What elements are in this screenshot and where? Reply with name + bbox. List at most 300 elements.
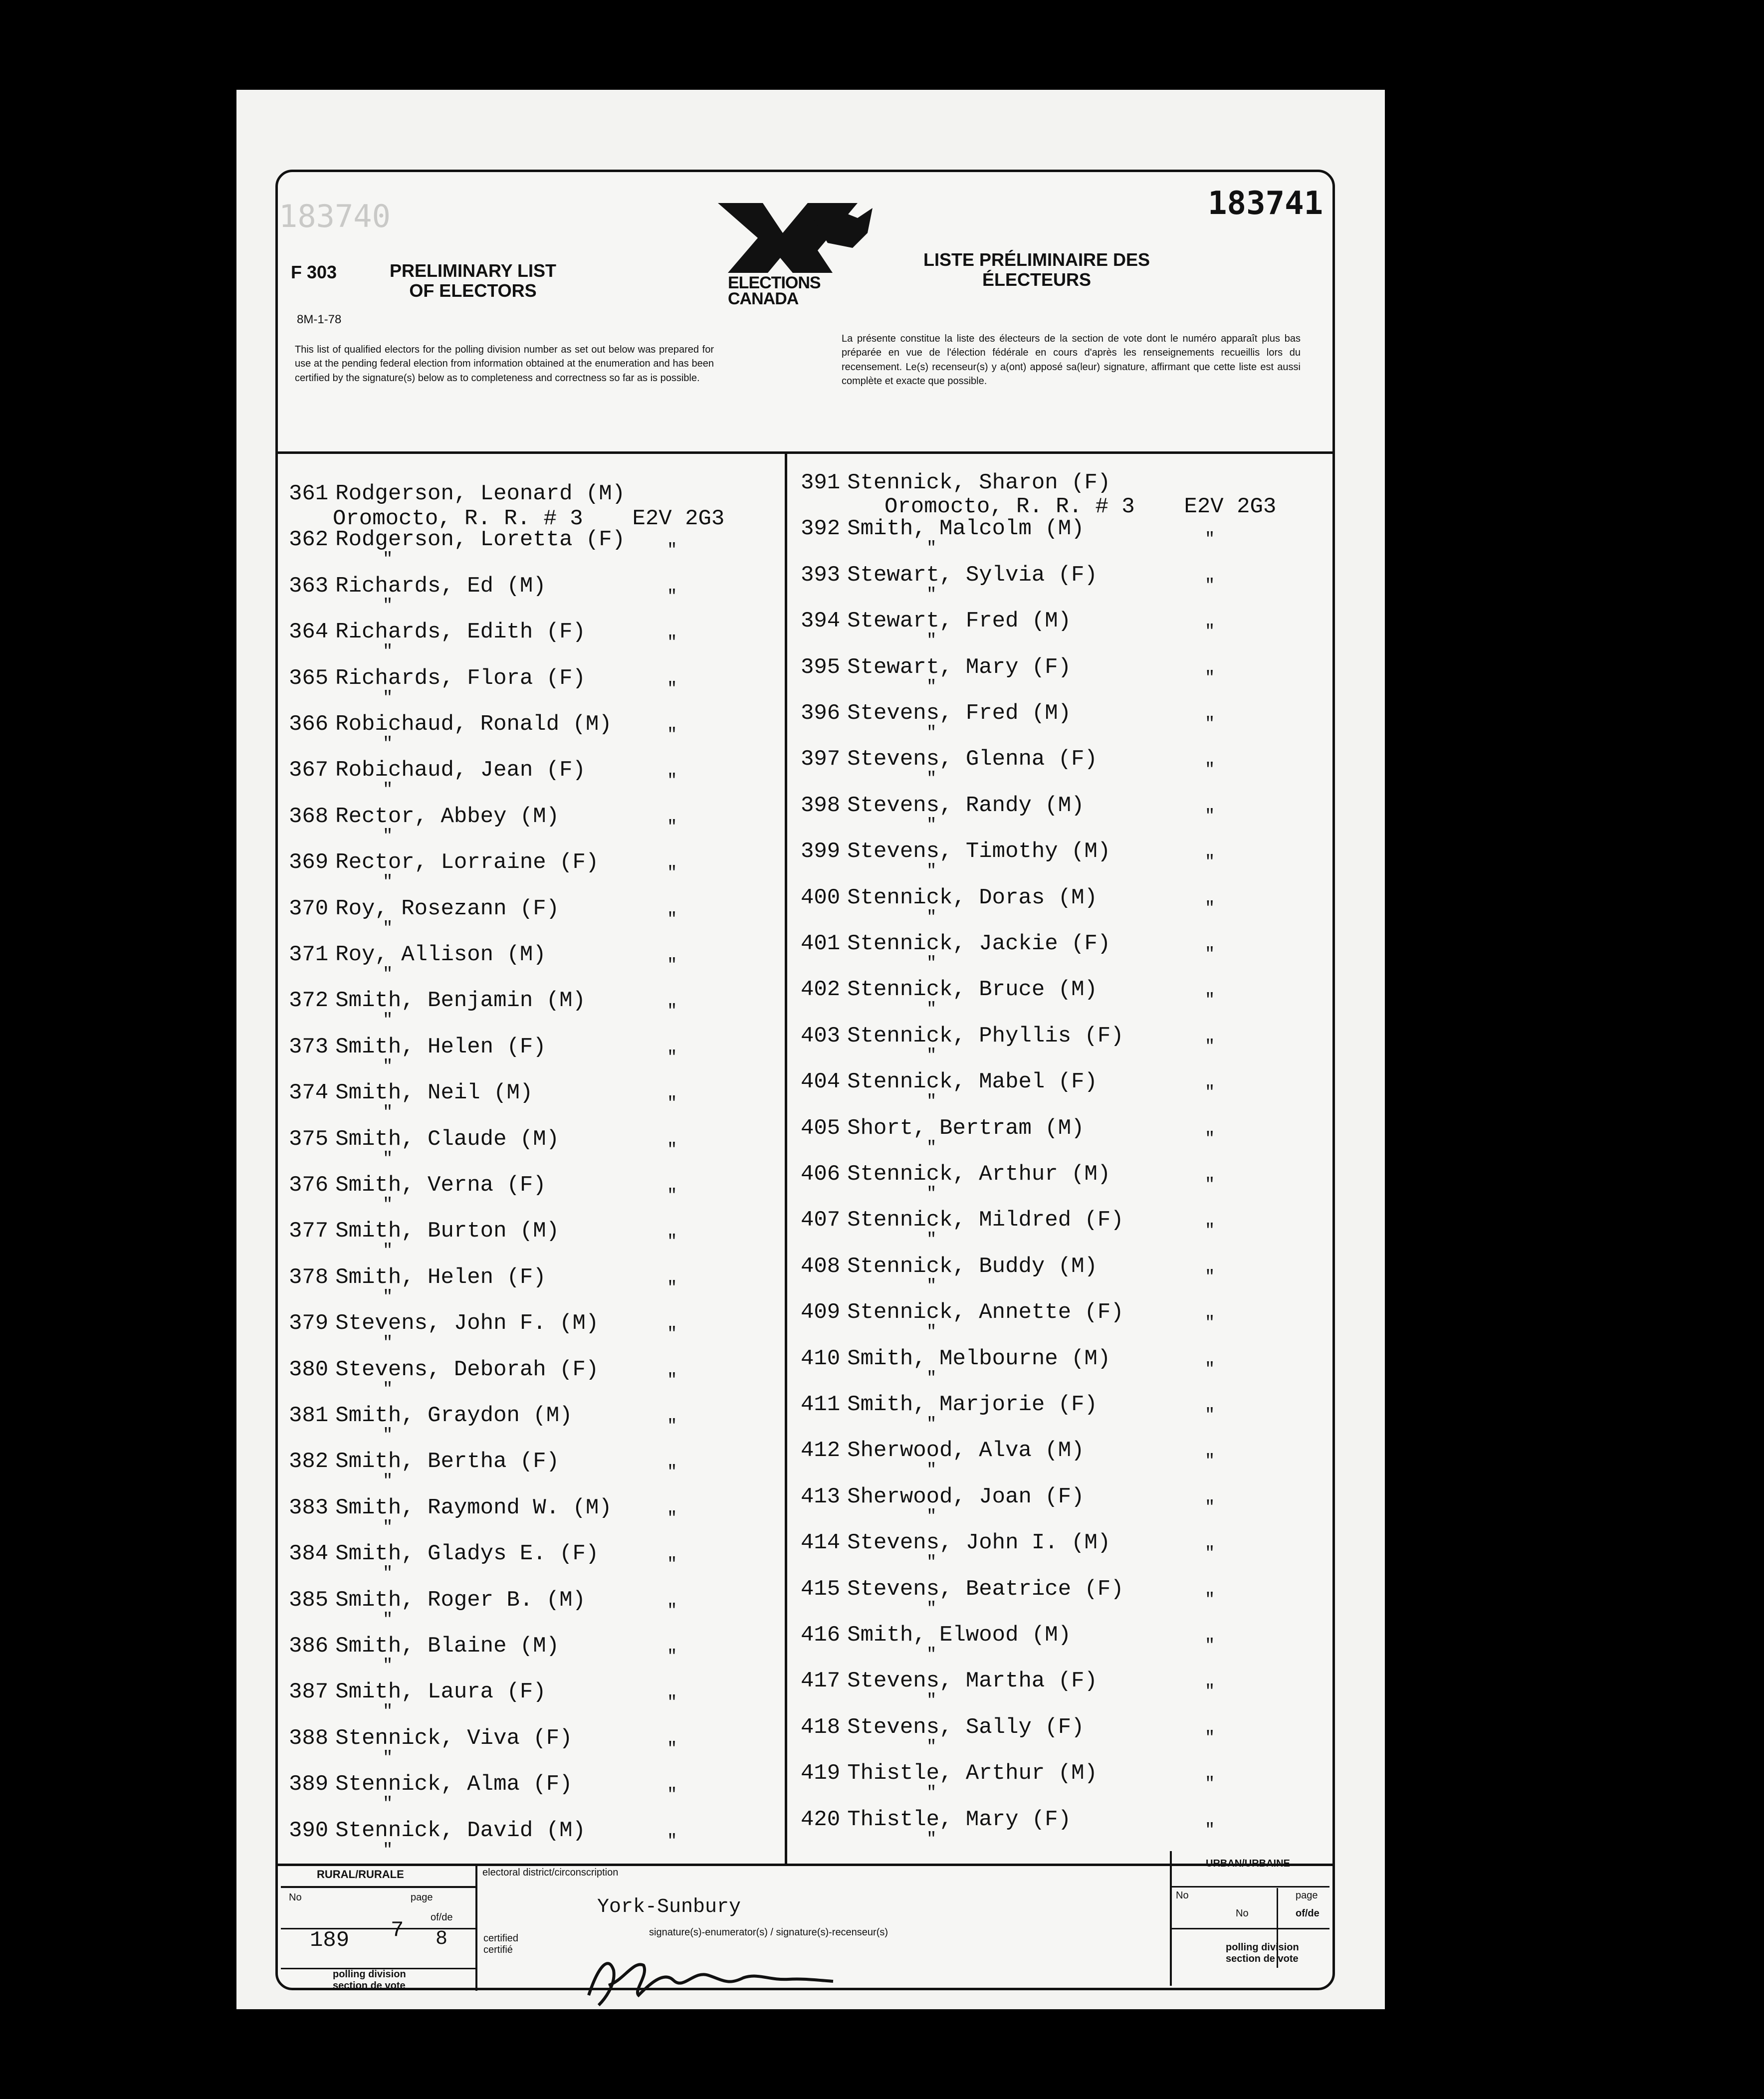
ditto-mark-name: " xyxy=(926,1138,937,1158)
elector-name: Short, Bertram (M) xyxy=(847,1115,1085,1141)
ditto-mark-name: " xyxy=(926,1185,937,1204)
elector-row xyxy=(289,666,586,691)
elector-row xyxy=(801,839,1110,864)
elector-name: Richards, Flora (F) xyxy=(335,665,586,691)
ditto-mark-address: " xyxy=(1205,1821,1215,1840)
elector-name: Stennick, Mildred (F) xyxy=(847,1208,1124,1233)
elector-name: Smith, Malcolm (M) xyxy=(847,516,1085,542)
elector-number: 389 xyxy=(289,1772,329,1797)
elector-row xyxy=(289,481,625,506)
elector-name: Stennick, Doras (M) xyxy=(847,885,1098,910)
polling-label-en: polling division xyxy=(333,1969,406,1980)
elector-number: 407 xyxy=(801,1208,841,1233)
elector-number: 391 xyxy=(801,470,841,495)
ditto-mark-address: " xyxy=(1205,1314,1215,1333)
ditto-mark-name: " xyxy=(383,919,393,938)
ditto-mark-address: " xyxy=(1205,1728,1215,1748)
elector-name: Stevens, Randy (M) xyxy=(847,793,1085,818)
ditto-mark-name: " xyxy=(383,1748,393,1768)
elector-row xyxy=(289,896,559,921)
ditto-mark-address: " xyxy=(667,1601,677,1621)
elector-name: Stevens, Martha (F) xyxy=(847,1669,1098,1694)
elector-number: 397 xyxy=(801,747,841,772)
ditto-mark-address: " xyxy=(1205,1544,1215,1564)
ditto-mark-address: " xyxy=(1205,1222,1215,1241)
ditto-mark-name: " xyxy=(926,1830,937,1849)
polling-label-fr: section de vote xyxy=(333,1980,406,1991)
right-address-postal: E2V 2G3 xyxy=(1184,494,1277,519)
elector-number: 401 xyxy=(801,931,841,956)
ditto-mark-address: " xyxy=(667,818,677,837)
elector-name: Stevens, Beatrice (F) xyxy=(847,1576,1124,1602)
elector-row xyxy=(289,988,586,1013)
elector-row xyxy=(289,1726,573,1751)
urban-polling-en: polling division xyxy=(1226,1942,1299,1953)
ditto-mark-name: " xyxy=(383,596,393,616)
elector-row xyxy=(801,1254,1098,1279)
ditto-mark-address: " xyxy=(667,1048,677,1067)
elector-row xyxy=(801,1669,1098,1693)
elector-row xyxy=(801,1623,1071,1648)
ditto-mark-address: " xyxy=(1205,715,1215,734)
elector-row xyxy=(289,758,586,783)
elector-name: Stennick, Buddy (M) xyxy=(847,1254,1098,1279)
elector-number: 406 xyxy=(801,1162,841,1187)
elector-number: 398 xyxy=(801,793,841,818)
elector-name: Richards, Ed (M) xyxy=(335,573,546,599)
elector-row xyxy=(801,1577,1124,1602)
elector-row xyxy=(289,1772,573,1797)
elector-number: 371 xyxy=(289,942,329,967)
ditto-mark-name: " xyxy=(926,1369,937,1388)
elector-row xyxy=(801,470,1110,495)
elector-name: Smith, Verna (F) xyxy=(335,1173,546,1198)
ditto-mark-address: " xyxy=(1205,1406,1215,1425)
elector-number: 364 xyxy=(289,620,329,645)
elector-row xyxy=(801,793,1085,818)
ditto-mark-name: " xyxy=(926,1461,937,1480)
elector-name: Stennick, Bruce (M) xyxy=(847,977,1098,1003)
elector-name: Smith, Burton (M) xyxy=(335,1219,560,1244)
ditto-mark-name: " xyxy=(383,965,393,984)
ditto-mark-name: " xyxy=(926,677,937,697)
ditto-mark-address: " xyxy=(667,633,677,653)
elector-number: 381 xyxy=(289,1403,329,1428)
elector-name: Smith, Laura (F) xyxy=(335,1679,546,1705)
elector-name: Smith, Bertha (F) xyxy=(335,1449,560,1474)
elector-number: 419 xyxy=(801,1761,841,1786)
elector-row xyxy=(289,1634,559,1659)
elector-name: Stevens, Deborah (F) xyxy=(335,1357,599,1382)
elector-number: 413 xyxy=(801,1484,841,1509)
ditto-mark-name: " xyxy=(383,1242,393,1261)
elector-number: 408 xyxy=(801,1254,841,1279)
elector-row xyxy=(801,1116,1085,1141)
elector-row xyxy=(801,701,1071,726)
elector-row xyxy=(801,1484,1085,1509)
elector-row xyxy=(801,1392,1098,1417)
elector-number: 370 xyxy=(289,896,329,921)
ditto-mark-name: " xyxy=(926,1092,937,1112)
ditto-mark-address: " xyxy=(667,1002,677,1022)
ditto-mark-address: " xyxy=(667,1648,677,1667)
ditto-mark-address: " xyxy=(667,1233,677,1252)
elector-number: 415 xyxy=(801,1576,841,1602)
ditto-mark-name: " xyxy=(383,1426,393,1445)
ditto-mark-name: " xyxy=(926,862,937,881)
elector-number: 390 xyxy=(289,1818,329,1843)
elector-name: Smith, Raymond W. (M) xyxy=(335,1495,612,1520)
ditto-mark-name: " xyxy=(383,642,393,662)
ditto-mark-address: " xyxy=(667,541,677,561)
ditto-mark-address: " xyxy=(667,772,677,791)
ditto-mark-name: " xyxy=(926,1046,937,1065)
elector-row xyxy=(801,1208,1124,1233)
elector-row xyxy=(289,1403,573,1428)
ditto-mark-address: " xyxy=(1205,623,1215,642)
ditto-mark-address: " xyxy=(667,1693,677,1713)
footer-rule-5 xyxy=(1170,1851,1172,1986)
ditto-mark-name: " xyxy=(926,1231,937,1250)
ditto-mark-name: " xyxy=(926,539,937,559)
elector-row xyxy=(289,1357,599,1382)
elector-number: 372 xyxy=(289,988,329,1014)
elector-name: Stennick, Jackie (F) xyxy=(847,931,1111,956)
ditto-mark-address: " xyxy=(667,1555,677,1575)
ditto-mark-address: " xyxy=(667,587,677,607)
ditto-mark-address: " xyxy=(1205,1590,1215,1610)
electoral-district: York-Sunbury xyxy=(597,1896,741,1918)
elector-name: Stennick, Annette (F) xyxy=(847,1300,1124,1325)
elector-name: Smith, Roger B. (M) xyxy=(335,1587,586,1613)
elector-number: 414 xyxy=(801,1530,841,1556)
elector-number: 388 xyxy=(289,1725,329,1751)
elector-name: Smith, Blaine (M) xyxy=(335,1634,560,1659)
urban-no-label: No xyxy=(1176,1890,1189,1901)
elector-name: Stevens, Sally (F) xyxy=(847,1714,1085,1740)
ditto-mark-name: " xyxy=(383,735,393,754)
elector-name: Stevens, John F. (M) xyxy=(335,1311,599,1336)
elector-number: 410 xyxy=(801,1346,841,1371)
ditto-mark-address: " xyxy=(667,1278,677,1298)
logo-text-canada: CANADA xyxy=(728,289,799,309)
logo-text xyxy=(728,275,821,307)
ditto-mark-address: " xyxy=(1205,991,1215,1011)
ditto-mark-name: " xyxy=(383,1610,393,1630)
elector-number: 409 xyxy=(801,1300,841,1325)
elector-row xyxy=(801,931,1110,956)
elector-number: 400 xyxy=(801,885,841,910)
ditto-mark-address: " xyxy=(1205,1452,1215,1471)
elector-number: 394 xyxy=(801,609,841,634)
ditto-mark-address: " xyxy=(1205,1083,1215,1103)
title-english: PRELIMINARY LIST OF ELECTORS xyxy=(389,260,557,301)
elector-number: 382 xyxy=(289,1449,329,1474)
elector-row xyxy=(801,747,1098,772)
column-divider xyxy=(785,454,787,1864)
ditto-mark-address: " xyxy=(667,1786,677,1805)
ditto-mark-address: " xyxy=(667,1187,677,1206)
ditto-mark-address: " xyxy=(1205,1176,1215,1195)
ditto-mark-name: " xyxy=(926,1737,937,1757)
ditto-mark-address: " xyxy=(667,1417,677,1436)
elector-row xyxy=(289,620,586,644)
elector-number: 385 xyxy=(289,1587,329,1613)
ditto-mark-name: " xyxy=(383,1702,393,1722)
ditto-mark-name: " xyxy=(926,1553,937,1573)
elector-name: Sherwood, Alva (M) xyxy=(847,1438,1085,1464)
elector-row xyxy=(801,655,1071,680)
elector-row xyxy=(289,574,546,599)
elector-number: 416 xyxy=(801,1623,841,1648)
ditto-mark-name: " xyxy=(926,585,937,605)
elector-number: 367 xyxy=(289,758,329,783)
form-code: F 303 xyxy=(291,262,337,282)
ditto-mark-address: " xyxy=(667,1832,677,1851)
elector-name: Roy, Rosezann (F) xyxy=(335,896,560,921)
footer-of-label: of/de xyxy=(431,1912,453,1923)
elector-name: Richards, Edith (F) xyxy=(335,620,586,645)
elector-name: Robichaud, Ronald (M) xyxy=(335,712,612,737)
elector-number: 375 xyxy=(289,1126,329,1152)
ditto-mark-name: " xyxy=(383,873,393,892)
elector-number: 405 xyxy=(801,1115,841,1141)
ditto-mark-name: " xyxy=(383,688,393,708)
elector-number: 384 xyxy=(289,1541,329,1567)
ditto-mark-address: " xyxy=(667,1739,677,1759)
title-french: LISTE PRÉLIMINAIRE DES ÉLECTEURS xyxy=(923,249,1150,290)
elector-number: 386 xyxy=(289,1634,329,1659)
elector-row xyxy=(801,1530,1110,1555)
elector-row xyxy=(289,527,625,552)
elector-name: Rector, Lorraine (F) xyxy=(335,850,599,875)
elector-name: Thistle, Mary (F) xyxy=(847,1807,1072,1832)
footer-page-label: page xyxy=(411,1892,433,1903)
elector-number: 378 xyxy=(289,1264,329,1290)
ditto-mark-name: " xyxy=(383,781,393,800)
elector-row xyxy=(289,712,612,737)
ditto-mark-name: " xyxy=(383,1380,393,1399)
ditto-mark-address: " xyxy=(667,910,677,929)
elector-number: 374 xyxy=(289,1080,329,1106)
elector-number: 420 xyxy=(801,1807,841,1832)
certified-fr: certifié xyxy=(483,1944,513,1955)
elector-name: Smith, Graydon (M) xyxy=(335,1403,573,1428)
ditto-mark-name: " xyxy=(926,1646,937,1665)
ditto-mark-name: " xyxy=(926,724,937,743)
elector-row xyxy=(801,885,1098,910)
elector-name: Smith, Helen (F) xyxy=(335,1264,546,1290)
electors-list-form xyxy=(275,170,1335,1990)
elector-row xyxy=(801,1761,1098,1786)
ditto-mark-name: " xyxy=(926,1599,937,1619)
ditto-mark-address: " xyxy=(1205,1360,1215,1379)
elector-number: 361 xyxy=(289,481,329,506)
form-date: 8M-1-78 xyxy=(297,313,342,326)
elector-row xyxy=(801,516,1085,541)
elector-row xyxy=(289,1679,546,1704)
ditto-mark-address: " xyxy=(667,1325,677,1344)
ditto-mark-name: " xyxy=(926,770,937,789)
elector-row xyxy=(289,1173,546,1198)
ditto-mark-address: " xyxy=(667,1463,677,1482)
elector-row xyxy=(801,563,1098,588)
intro-french: La présente constitue la liste des électeurs de la section de vote dont le numéro apparaît plus bas préparée en vue de l'élection fédérale en cours d'après les renseignements recueillis lors du recensement. Le(s) recenseur(s) y a(ont) apposé sa(leur) signature, affirmant que cette liste est aussi complète et exacte que possible. xyxy=(842,333,1301,387)
ghost-serial-number: 183740 xyxy=(279,198,391,234)
elector-name: Stewart, Fred (M) xyxy=(847,609,1072,634)
elector-row xyxy=(289,804,559,829)
elector-number: 396 xyxy=(801,701,841,726)
elector-row xyxy=(289,1541,599,1566)
elector-row xyxy=(289,1588,586,1613)
elector-name: Stennick, Viva (F) xyxy=(335,1725,573,1751)
elector-row xyxy=(801,1024,1124,1049)
ditto-mark-address: " xyxy=(667,1140,677,1160)
ditto-mark-name: " xyxy=(383,1287,393,1307)
elector-row xyxy=(801,609,1071,633)
elector-name: Sherwood, Joan (F) xyxy=(847,1484,1085,1509)
elector-number: 383 xyxy=(289,1495,329,1520)
elector-row xyxy=(289,850,599,875)
elector-name: Smith, Neil (M) xyxy=(335,1080,533,1106)
elector-name: Rodgerson, Leonard (M) xyxy=(335,481,626,506)
elector-number: 373 xyxy=(289,1034,329,1059)
elector-number: 377 xyxy=(289,1219,329,1244)
elector-number: 366 xyxy=(289,712,329,737)
elector-name: Robichaud, Jean (F) xyxy=(335,758,586,783)
elector-row xyxy=(801,977,1098,1002)
ditto-mark-address: " xyxy=(1205,576,1215,596)
ditto-mark-name: " xyxy=(926,631,937,651)
elector-name: Thistle, Arthur (M) xyxy=(847,1761,1098,1786)
urban-polling-fr: section de vote xyxy=(1226,1953,1299,1964)
elector-number: 417 xyxy=(801,1669,841,1694)
elector-row xyxy=(289,1127,559,1152)
elector-number: 369 xyxy=(289,850,329,875)
header-divider xyxy=(278,451,1332,454)
elector-number: 404 xyxy=(801,1069,841,1095)
right-address-town: Oromocto, R. R. # 3 xyxy=(884,494,1135,519)
urban-page-label: page xyxy=(1296,1890,1318,1901)
elector-row xyxy=(289,1449,559,1474)
elector-number: 403 xyxy=(801,1023,841,1049)
left-address-postal: E2V 2G3 xyxy=(632,506,725,531)
ditto-mark-name: " xyxy=(383,1334,393,1353)
elector-number: 393 xyxy=(801,562,841,588)
ditto-mark-address: " xyxy=(667,1509,677,1528)
urban-label: URBAN/URBAINE xyxy=(1206,1858,1290,1869)
elector-number: 376 xyxy=(289,1173,329,1198)
ditto-mark-name: " xyxy=(926,1276,937,1296)
elector-number: 365 xyxy=(289,665,329,691)
ditto-mark-address: " xyxy=(1205,1267,1215,1287)
ditto-mark-name: " xyxy=(383,1149,393,1169)
elector-number: 418 xyxy=(801,1714,841,1740)
ditto-mark-name: " xyxy=(383,550,393,570)
polling-division-label xyxy=(333,1969,406,1992)
elector-row xyxy=(801,1300,1124,1325)
elector-number: 380 xyxy=(289,1357,329,1382)
left-address-town: Oromocto, R. R. # 3 xyxy=(333,506,583,531)
elector-name: Smith, Claude (M) xyxy=(335,1126,560,1152)
ditto-mark-address: " xyxy=(1205,899,1215,918)
ditto-mark-address: " xyxy=(1205,530,1215,550)
elector-name: Roy, Allison (M) xyxy=(335,942,546,967)
ditto-mark-name: " xyxy=(926,1415,937,1434)
ditto-mark-name: " xyxy=(926,1507,937,1526)
elector-name: Stevens, Fred (M) xyxy=(847,701,1072,726)
certified-en: certified xyxy=(483,1933,519,1944)
elector-name: Smith, Elwood (M) xyxy=(847,1623,1072,1648)
ditto-mark-name: " xyxy=(383,1518,393,1537)
elector-row xyxy=(801,1715,1085,1740)
footer-rule-7 xyxy=(1170,1928,1329,1929)
elector-name: Stennick, Arthur (M) xyxy=(847,1162,1111,1187)
elector-row xyxy=(289,1311,599,1336)
elector-name: Rector, Abbey (M) xyxy=(335,804,560,829)
elector-name: Rodgerson, Loretta (F) xyxy=(335,527,626,553)
page-total: 8 xyxy=(436,1928,448,1950)
ditto-mark-address: " xyxy=(1205,668,1215,688)
ditto-mark-name: " xyxy=(926,816,937,835)
elector-row xyxy=(289,942,546,967)
elector-number: 399 xyxy=(801,839,841,864)
ditto-mark-address: " xyxy=(1205,1498,1215,1517)
ditto-mark-name: " xyxy=(383,1657,393,1676)
elector-number: 402 xyxy=(801,977,841,1003)
elector-name: Stewart, Sylvia (F) xyxy=(847,562,1098,588)
ditto-mark-name: " xyxy=(383,1795,393,1814)
elector-row xyxy=(801,1069,1098,1094)
elector-row xyxy=(801,1346,1110,1371)
elector-name: Stevens, Glenna (F) xyxy=(847,747,1098,772)
polling-division-number: 189 xyxy=(310,1928,350,1953)
urban-of-label: of/de xyxy=(1296,1908,1320,1919)
footer-rule-1 xyxy=(281,1886,475,1888)
ditto-mark-address: " xyxy=(667,956,677,975)
elector-number: 379 xyxy=(289,1311,329,1336)
ditto-mark-name: " xyxy=(383,1841,393,1860)
ditto-mark-name: " xyxy=(926,1691,937,1711)
ditto-mark-address: " xyxy=(1205,1682,1215,1702)
page-number: 7 xyxy=(391,1918,404,1943)
rural-label: RURAL/RURALE xyxy=(317,1868,404,1881)
elector-number: 411 xyxy=(801,1392,841,1417)
elector-name: Stennick, David (M) xyxy=(335,1818,586,1843)
elector-name: Stevens, Timothy (M) xyxy=(847,839,1111,864)
elector-number: 392 xyxy=(801,516,841,542)
ditto-mark-name: " xyxy=(926,954,937,973)
ditto-mark-name: " xyxy=(383,827,393,846)
elector-name: Stennick, Phyllis (F) xyxy=(847,1023,1124,1049)
ditto-mark-address: " xyxy=(1205,1775,1215,1794)
elector-number: 387 xyxy=(289,1679,329,1705)
ditto-mark-address: " xyxy=(1205,945,1215,964)
elector-name: Smith, Marjorie (F) xyxy=(847,1392,1098,1417)
elector-number: 363 xyxy=(289,573,329,599)
elector-number: 412 xyxy=(801,1438,841,1464)
ditto-mark-name: " xyxy=(383,1057,393,1076)
elector-name: Smith, Benjamin (M) xyxy=(335,988,586,1014)
right-address xyxy=(884,494,1276,519)
ditto-mark-address: " xyxy=(1205,761,1215,780)
elector-name: Stevens, John I. (M) xyxy=(847,1530,1111,1556)
serial-number: 183741 xyxy=(1208,185,1323,222)
ditto-mark-address: " xyxy=(1205,853,1215,872)
ditto-mark-address: " xyxy=(667,679,677,699)
ditto-mark-name: " xyxy=(383,1196,393,1215)
urban-polling-label xyxy=(1226,1942,1299,1965)
